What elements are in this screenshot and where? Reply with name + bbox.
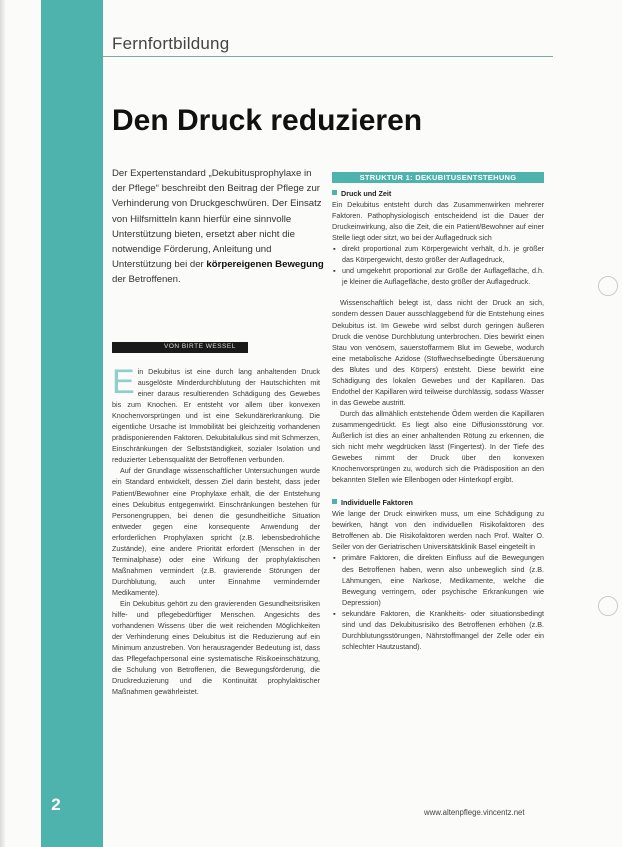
- lead-bold: körpereigenen Bewegung: [206, 259, 324, 271]
- left-column: [112, 363, 320, 697]
- body-paragraph: Ein Dekubitus entsteht durch das Zusammenwirken mehrerer Faktoren. Pathophysiologisch entscheidend ist die Dauer der Druckeinwirkung, also die Zeit, die ein Patient/Bewohner auf einer Stelle liegt oder sitzt, wo bei der Auflagedruck sich: [332, 200, 544, 243]
- lead-text-start: Der Expertenstandard „Dekubitusprophylaxe in der Pflege“ beschreibt den Beitrag der Pflege zur Verhinderung von Druckgeschwüren. Der Einsatz von Hilfsmitteln kann hierfür eine sinnvolle Unterstützung bieten, ersetzt aber nicht die notwendige Förderung, Anleitung und Unterstützung bei der: [112, 168, 322, 271]
- lead-text-end: der Betroffenen.: [112, 274, 181, 286]
- subheading: [332, 497, 544, 508]
- section-header: Fernfortbildung: [112, 34, 230, 53]
- footer-url: www.altenpflege.vincentz.net: [424, 808, 525, 817]
- body-paragraph: [112, 363, 320, 465]
- body-paragraph: Wie lange der Druck einwirken muss, um eine Schädigung zu bewirken, hängt von den individuellen Risikofaktoren des Betroffenen ab. Die Risikofaktoren werden nach Prof. Walter O. Seiler von der Geriatrischen Universitätsklinik Basel eingeteilt in: [332, 509, 544, 552]
- right-column: [332, 186, 544, 652]
- author-byline: VON BIRTE WESSEL: [164, 343, 236, 350]
- punch-hole: [598, 276, 618, 296]
- author-bar: [112, 342, 248, 353]
- list-item: ▪ direkt proportional zum Körpergewicht verhält, d.h. je größer das Körpergewicht, desto größer der Auflagedruck,: [332, 243, 544, 265]
- article-lead: [112, 166, 327, 288]
- drop-cap: E: [112, 363, 135, 401]
- paragraph-text: in Dekubitus ist eine durch lang anhaltenden Druck ausgelöste Minderdurchblutung der Hautschichten mit einer daraus resultierenden Schädigung des Gewebes bis zum Knochen. Er entsteht vor allem über konvexen Knochenvorsprüngen und ist eine Sekundärerkrankung. Die eigentliche Ursache ist Immobilität bei gleichzeitig vorhandenen prädisponierenden Faktoren. Dekubitalulkus sind mit Schmerzen, Einschränkungen der Selbstständigkeit, sozialer Isolation und reduzierter Lebensqualität der Betroffenen verbunden.: [112, 367, 320, 465]
- header-divider: [103, 56, 553, 57]
- bullet-list: [332, 552, 544, 651]
- punch-hole: [598, 596, 618, 616]
- square-bullet-icon: [332, 190, 337, 195]
- subheading: [332, 188, 544, 199]
- body-paragraph: Auf der Grundlage wissenschaftlicher Untersuchungen wurde ein Standard entwickelt, dessen Ziel darin besteht, dass jeder Patient/Bewohner eine Prophylaxe erhält, die der Entstehung eines Dekubitus entgegenwirkt. Einschränkungen bestehen für Personengruppen, bei denen die gesundheitliche Situation entweder gegen eine konsequente Anwendung der erforderlichen Prophylaxen spricht (z.B. lebensbedrohliche Zustände), eine andere Priorität erfordert (Menschen in der Terminalphase) oder eine Wirkung der prophylaktischen Maßnahmen vermindert (z.B. gravierende Störungen der Durchblutung, auch unter Einnahme vermindernder Medikamente).: [112, 466, 320, 597]
- body-paragraph: Durch das allmählich entstehende Ödem werden die Kapillaren zusammengedrückt. Es liegt also eine Diffusionsstörung vor. Äußerlich ist dies an einer anhaltenden Rötung zu erkennen, die sich nicht mehr wegdrücken lässt (Fingertest). In der Tiefe des Gewebes nimmt der Druck über den konvexen Knochenvorsprüngen zu, wodurch sich die Prädisposition an den bekannten Stellen wie Ellenbogen oder Hinterkopf ergibt.: [332, 408, 544, 485]
- list-item: ▪ sekundäre Faktoren, die Krankheits- oder situationsbedingt sind und das Dekubitusrisiko des Betroffenen erhöhen (z.B. Durchblutungsstörungen, Nährstoffmangel der Zelle oder ein schlechter Hautzustand).: [332, 608, 544, 652]
- body-paragraph: Ein Dekubitus gehört zu den gravierenden Gesundheitsrisiken hilfe- und pflegebedürftiger Menschen. Angesichts des vorhandenen Wissens über die weit reichenden Möglichkeiten der Verhinderung eines Dekubitus ist die Reduzierung auf ein Minimum anzustreben. Von herausragender Bedeutung ist, dass das Pflegefachpersonal eine systematische Risikoeinschätzung, die Schulung von Betroffenen, die Bewegungsförderung, die Druckreduzierung und die Kontinuität prophylaktischer Maßnahmen gewährleistet.: [112, 598, 320, 697]
- list-item: ▪ und umgekehrt proportional zur Größe der Auflagefläche, d.h. je kleiner die Auflagefläche, desto größer der Auflagedruck.: [332, 265, 544, 287]
- article-title: Den Druck reduzieren: [112, 104, 423, 137]
- section-banner: STRUKTUR 1: DEKUBITUSENTSTEHUNG: [332, 172, 544, 183]
- body-paragraph: Wissenschaftlich belegt ist, dass nicht der Druck an sich, sondern dessen Dauer ausschlaggebend für die Entstehung eines Dekubitus ist. Im Gewebe wird selbst durch geringen äußeren Druck die venöse Durchblutung unterbrochen. Dies bewirkt einen Stau von venösem, sauerstoffarmem Blut im Gewebe, wodurch eine metabolische Azidose (Stoffwechselbedingte Übersäuerung des Blutes und des Körpers) entsteht. Diese bewirkt eine Schädigung des lokalen Gewebes und der Kapillaren. Das Endothel der Kapillaren wird teilweise durchlässig, sodass Wasser in das Gewebe austritt.: [332, 298, 544, 407]
- list-item: ▪ primäre Faktoren, die direkten Einfluss auf die Bewegungen des Betroffenen haben, wenn also unbeweglich sind (z.B. Lähmungen, eine Narkose, Medikamente, welche die Bewegung verringern, oder psychische Erkrankungen wie Depression): [332, 552, 544, 607]
- subheading-text: Individuelle Faktoren: [341, 498, 413, 508]
- subheading-text: Druck und Zeit: [341, 189, 392, 198]
- bullet-list: [332, 243, 544, 287]
- side-color-bar: [41, 0, 103, 847]
- square-bullet-icon: [332, 499, 337, 504]
- scan-shadow: [0, 0, 6, 847]
- page-number: 2: [51, 795, 61, 814]
